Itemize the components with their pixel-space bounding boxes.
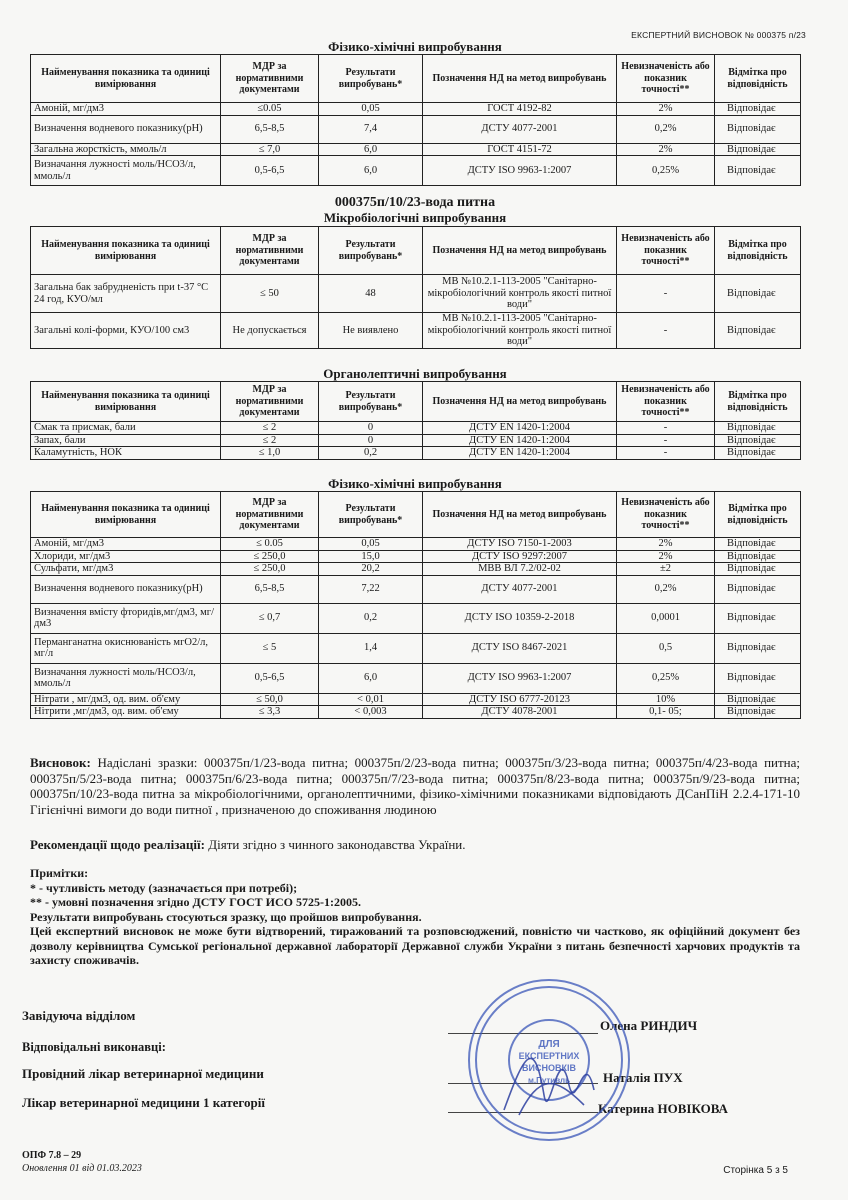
cell-name: Нітрити ,мг/дм3, од. вим. об'єму — [31, 706, 221, 719]
cell-nd: ДСТУ EN 1420-1:2004 — [423, 434, 617, 447]
cell-mdr: 6,5-8,5 — [221, 115, 319, 143]
cell-compliance: Відповідає — [715, 663, 801, 693]
cell-results: 0,05 — [319, 103, 423, 116]
vet-1cat-name: Катерина НОВІКОВА — [598, 1101, 728, 1116]
column-header-uncertainty: Невизначеність або показник точності** — [617, 492, 715, 538]
cell-name: Визначання лужності моль/НСО3/л, ммоль/л — [31, 156, 221, 186]
table3-title: Органолептичні випробування — [323, 366, 507, 381]
column-header-name: Найменування показника та одиниці вимірювання — [31, 227, 221, 275]
table-row — [31, 575, 801, 603]
cell-results: 15,0 — [319, 550, 423, 563]
column-header-compliance: Відмітка про відповідність — [715, 227, 801, 275]
cell-nd: ДСТУ ISO 8467-2021 — [423, 633, 617, 663]
cell-name: Визначення вмісту фторидів,мг/дм3, мг/дм3 — [31, 603, 221, 633]
head-label: Завідуюча відділом — [22, 1008, 136, 1023]
cell-compliance: Відповідає — [715, 550, 801, 563]
cell-uncertainty: 0,25% — [617, 663, 715, 693]
cell-name: Визначання лужності моль/НСО3/л, ммоль/л — [31, 663, 221, 693]
cell-uncertainty: ±2 — [617, 563, 715, 576]
table-row — [31, 447, 801, 460]
cell-compliance: Відповідає — [715, 313, 801, 349]
physchem-table-1 — [30, 54, 801, 186]
column-header-name: Найменування показника та одиниці вимірювання — [31, 492, 221, 538]
cell-uncertainty: - — [617, 275, 715, 313]
stamp-text-1: ДЛЯ — [538, 1039, 560, 1050]
cell-uncertainty: 10% — [617, 693, 715, 706]
column-header-compliance: Відмітка про відповідність — [715, 55, 801, 103]
notes-line-1: * - чутливість методу (зазначається при потребі); — [30, 880, 298, 895]
cell-uncertainty: - — [617, 422, 715, 435]
recommendations-label: Рекомендації щодо реалізації: — [30, 837, 205, 852]
revision-note: Оновлення 01 від 01.03.2023 — [22, 1163, 142, 1174]
cell-name: Перманганатна окиснюваність мгО2/л, мг/л — [31, 633, 221, 663]
cell-nd: ДСТУ ISO 9963-1:2007 — [423, 156, 617, 186]
table-header-row — [31, 227, 801, 275]
cell-nd: ДСТУ ISO 6777-20123 — [423, 693, 617, 706]
cell-results: 7,22 — [319, 575, 423, 603]
cell-compliance: Відповідає — [715, 563, 801, 576]
stamp-text-2: ЕКСПЕРТНИХ — [518, 1051, 580, 1061]
column-header-nd: Позначення НД на метод випробувань — [423, 55, 617, 103]
cell-name: Визначення водневого показнику(рН) — [31, 115, 221, 143]
column-header-compliance: Відмітка про відповідність — [715, 492, 801, 538]
microbio-table — [30, 226, 801, 349]
cell-name: Каламутність, НОК — [31, 447, 221, 460]
notes — [30, 866, 800, 968]
cell-nd: МВВ ВЛ 7.2/02-02 — [423, 563, 617, 576]
column-header-uncertainty: Невизначеність або показник точності** — [617, 382, 715, 422]
cell-compliance: Відповідає — [715, 447, 801, 460]
table-row — [31, 313, 801, 349]
cell-nd: ДСТУ ISO 10359-2-2018 — [423, 603, 617, 633]
conclusion — [30, 755, 800, 817]
cell-results: 7,4 — [319, 115, 423, 143]
cell-results: 0,2 — [319, 447, 423, 460]
column-header-compliance: Відмітка про відповідність — [715, 382, 801, 422]
vet-1cat-label: Лікар ветеринарної медицини 1 категорії — [22, 1095, 265, 1110]
cell-mdr: 0,5-6,5 — [221, 156, 319, 186]
responsible-label: Відповідальні виконавці: — [22, 1040, 166, 1054]
cell-results: 1,4 — [319, 633, 423, 663]
table-row — [31, 422, 801, 435]
cell-mdr: ≤ 5 — [221, 633, 319, 663]
cell-nd: ДСТУ 4077-2001 — [423, 115, 617, 143]
table-header-row — [31, 55, 801, 103]
cell-uncertainty: 0,2% — [617, 115, 715, 143]
cell-uncertainty: 0,1- 05; — [617, 706, 715, 719]
table-row — [31, 550, 801, 563]
vet-lead-name: Наталія ПУХ — [603, 1070, 683, 1085]
cell-name: Визначення водневого показнику(рН) — [31, 575, 221, 603]
cell-mdr: ≤ 0.05 — [221, 538, 319, 551]
cell-name: Сульфати, мг/дм3 — [31, 563, 221, 576]
cell-nd: ДСТУ EN 1420-1:2004 — [423, 447, 617, 460]
table-row — [31, 434, 801, 447]
sample-title: 000375п/10/23-вода питна — [334, 195, 496, 210]
column-header-results: Результати випробувань* — [319, 492, 423, 538]
cell-compliance: Відповідає — [715, 538, 801, 551]
column-header-nd: Позначення НД на метод випробувань — [423, 227, 617, 275]
table-row — [31, 563, 801, 576]
recommendations-text: Діяти згідно з чинного законодавства України. — [208, 837, 466, 852]
cell-nd: ГОСТ 4151-72 — [423, 143, 617, 156]
recommendations — [30, 837, 800, 853]
cell-results: 20,2 — [319, 563, 423, 576]
cell-name: Амоній, мг/дм3 — [31, 103, 221, 116]
head-name: Олена РИНДИЧ — [600, 1018, 698, 1033]
notes-title: Примітки: — [30, 866, 89, 880]
notes-line-3: Результати випробувань стосуються зразку, що пройшов випробування. — [30, 909, 422, 924]
cell-nd: ДСТУ ISO 7150-1-2003 — [423, 538, 617, 551]
column-header-mdr: МДР за нормативними документами — [221, 227, 319, 275]
cell-mdr: ≤ 3,3 — [221, 706, 319, 719]
organoleptic-table — [30, 381, 801, 460]
cell-mdr: ≤ 250,0 — [221, 563, 319, 576]
cell-uncertainty: - — [617, 434, 715, 447]
cell-mdr: ≤ 2 — [221, 422, 319, 435]
cell-nd: ДСТУ ISO 9963-1:2007 — [423, 663, 617, 693]
column-header-results: Результати випробувань* — [319, 227, 423, 275]
cell-results: < 0,01 — [319, 693, 423, 706]
cell-uncertainty: 2% — [617, 538, 715, 551]
table-header-row — [31, 382, 801, 422]
page-number: Сторінка 5 з 5 — [723, 1165, 788, 1176]
table2-title: Мікробіологічні випробування — [323, 210, 507, 225]
notes-line-2: ** - умовні позначення згідно ДСТУ ГОСТ ИСО 5725-1:2005. — [30, 895, 362, 909]
cell-compliance: Відповідає — [715, 422, 801, 435]
cell-results: 48 — [319, 275, 423, 313]
cell-compliance: Відповідає — [715, 434, 801, 447]
cell-results: < 0,003 — [319, 706, 423, 719]
cell-mdr: 6,5-8,5 — [221, 575, 319, 603]
cell-nd: ДСТУ 4077-2001 — [423, 575, 617, 603]
cell-compliance: Відповідає — [715, 706, 801, 719]
cell-nd: МВ №10.2.1-113-2005 "Санітарно-мікробіологічний контроль якості питної води" — [423, 275, 617, 313]
cell-uncertainty: 2% — [617, 143, 715, 156]
column-header-nd: Позначення НД на метод випробувань — [423, 382, 617, 422]
table-row — [31, 103, 801, 116]
vet-lead-label: Провідний лікар ветеринарної медицини — [22, 1066, 264, 1081]
cell-uncertainty: 0,0001 — [617, 603, 715, 633]
cell-compliance: Відповідає — [715, 115, 801, 143]
cell-results: 6,0 — [319, 156, 423, 186]
cell-uncertainty: - — [617, 447, 715, 460]
table-row — [31, 603, 801, 633]
cell-compliance: Відповідає — [715, 275, 801, 313]
cell-results: 0 — [319, 422, 423, 435]
cell-nd: ГОСТ 4192-82 — [423, 103, 617, 116]
cell-results: 6,0 — [319, 663, 423, 693]
cell-mdr: ≤ 50 — [221, 275, 319, 313]
cell-mdr: ≤ 50,0 — [221, 693, 319, 706]
cell-compliance: Відповідає — [715, 633, 801, 663]
table-row — [31, 693, 801, 706]
column-header-mdr: МДР за нормативними документами — [221, 382, 319, 422]
cell-nd: ДСТУ ISO 9297:2007 — [423, 550, 617, 563]
cell-mdr: 0,5-6,5 — [221, 663, 319, 693]
cell-results: 0,2 — [319, 603, 423, 633]
cell-results: 6,0 — [319, 143, 423, 156]
cell-uncertainty: 0,25% — [617, 156, 715, 186]
cell-name: Загальні колі-форми, КУО/100 см3 — [31, 313, 221, 349]
cell-nd: ДСТУ 4078-2001 — [423, 706, 617, 719]
table-row — [31, 538, 801, 551]
cell-mdr: ≤ 7,0 — [221, 143, 319, 156]
cell-uncertainty: 0,2% — [617, 575, 715, 603]
cell-mdr: ≤ 0,7 — [221, 603, 319, 633]
table4-title: Фізико-хімічні випробування — [328, 476, 502, 491]
cell-name: Нітрати , мг/дм3, од. вим. об'єму — [31, 693, 221, 706]
cell-name: Загальна бак забрудненість при t-37 °С 24 год, КУО/мл — [31, 275, 221, 313]
table-row — [31, 275, 801, 313]
cell-name: Загальна жорсткість, ммоль/л — [31, 143, 221, 156]
cell-results: Не виявлено — [319, 313, 423, 349]
column-header-results: Результати випробувань* — [319, 382, 423, 422]
cell-compliance: Відповідає — [715, 156, 801, 186]
cell-results: 0 — [319, 434, 423, 447]
cell-compliance: Відповідає — [715, 103, 801, 116]
cell-nd: МВ №10.2.1-113-2005 "Санітарно-мікробіологічний контроль якості питної води" — [423, 313, 617, 349]
cell-compliance: Відповідає — [715, 143, 801, 156]
cell-compliance: Відповідає — [715, 603, 801, 633]
table-row — [31, 115, 801, 143]
cell-results: 0,05 — [319, 538, 423, 551]
table-header-row — [31, 492, 801, 538]
cell-mdr: ≤ 1,0 — [221, 447, 319, 460]
table1-title: Фізико-хімічні випробування — [328, 39, 502, 54]
cell-mdr: Не допускається — [221, 313, 319, 349]
form-number: ОПФ 7.8 – 29 — [22, 1150, 82, 1161]
conclusion-label: Висновок: — [30, 755, 91, 770]
cell-mdr: ≤ 2 — [221, 434, 319, 447]
conclusion-text: Надіслані зразки: 000375п/1/23-вода питна; 000375п/2/23-вода питна; 000375п/3/23-вода питна; 000375п/4/23-вода питна; 000375п/5/23-вода питна; 000375п/6/23-вода питна; 000375п/7/23-вода питна; 000375п/8/23-вода питна; 000375п/9/23-вода питна; 000375п/10/23-вода питна за мікробіологічними, органолептичними, фізико-хімічними показниками відповідають ДСанПіН 2.2.4-171-10 Гігієнічні вимоги до води питної , призначеною до споживання людиною — [30, 755, 801, 817]
column-header-mdr: МДР за нормативними документами — [221, 55, 319, 103]
cell-compliance: Відповідає — [715, 693, 801, 706]
column-header-uncertainty: Невизначеність або показник точності** — [617, 227, 715, 275]
column-header-results: Результати випробувань* — [319, 55, 423, 103]
cell-name: Амоній, мг/дм3 — [31, 538, 221, 551]
cell-uncertainty: 0,5 — [617, 633, 715, 663]
cell-name: Хлориди, мг/дм3 — [31, 550, 221, 563]
table-row — [31, 156, 801, 186]
column-header-name: Найменування показника та одиниці вимірювання — [31, 382, 221, 422]
official-stamp — [464, 975, 634, 1145]
cell-name: Запах, бали — [31, 434, 221, 447]
physchem-table-2 — [30, 491, 801, 719]
column-header-mdr: МДР за нормативними документами — [221, 492, 319, 538]
cell-mdr: ≤ 250,0 — [221, 550, 319, 563]
document-number-header: ЕКСПЕРТНИЙ ВИСНОВОК № 000375 п/23 — [631, 30, 806, 40]
cell-name: Смак та присмак, бали — [31, 422, 221, 435]
stamp-text-3: ВИСНОВКІВ — [522, 1063, 576, 1073]
table-row — [31, 633, 801, 663]
table-row — [31, 663, 801, 693]
stamp-city: м.Путивль — [527, 1076, 571, 1085]
column-header-nd: Позначення НД на метод випробувань — [423, 492, 617, 538]
cell-mdr: ≤0.05 — [221, 103, 319, 116]
column-header-name: Найменування показника та одиниці вимірювання — [31, 55, 221, 103]
cell-compliance: Відповідає — [715, 575, 801, 603]
table-row — [31, 143, 801, 156]
column-header-uncertainty: Невизначеність або показник точності** — [617, 55, 715, 103]
notes-line-4: Цей експертний висновок не може бути відтворений, тиражований та розповсюджений, повністю чи частково, як офіційний документ без дозволу керівництва Сумської регіональної державної лабораторії Державної служби України з питань безпечності харчових продуктів та захисту споживачів. — [30, 924, 800, 967]
cell-uncertainty: 2% — [617, 550, 715, 563]
table-row — [31, 706, 801, 719]
cell-uncertainty: 2% — [617, 103, 715, 116]
cell-uncertainty: - — [617, 313, 715, 349]
cell-nd: ДСТУ EN 1420-1:2004 — [423, 422, 617, 435]
